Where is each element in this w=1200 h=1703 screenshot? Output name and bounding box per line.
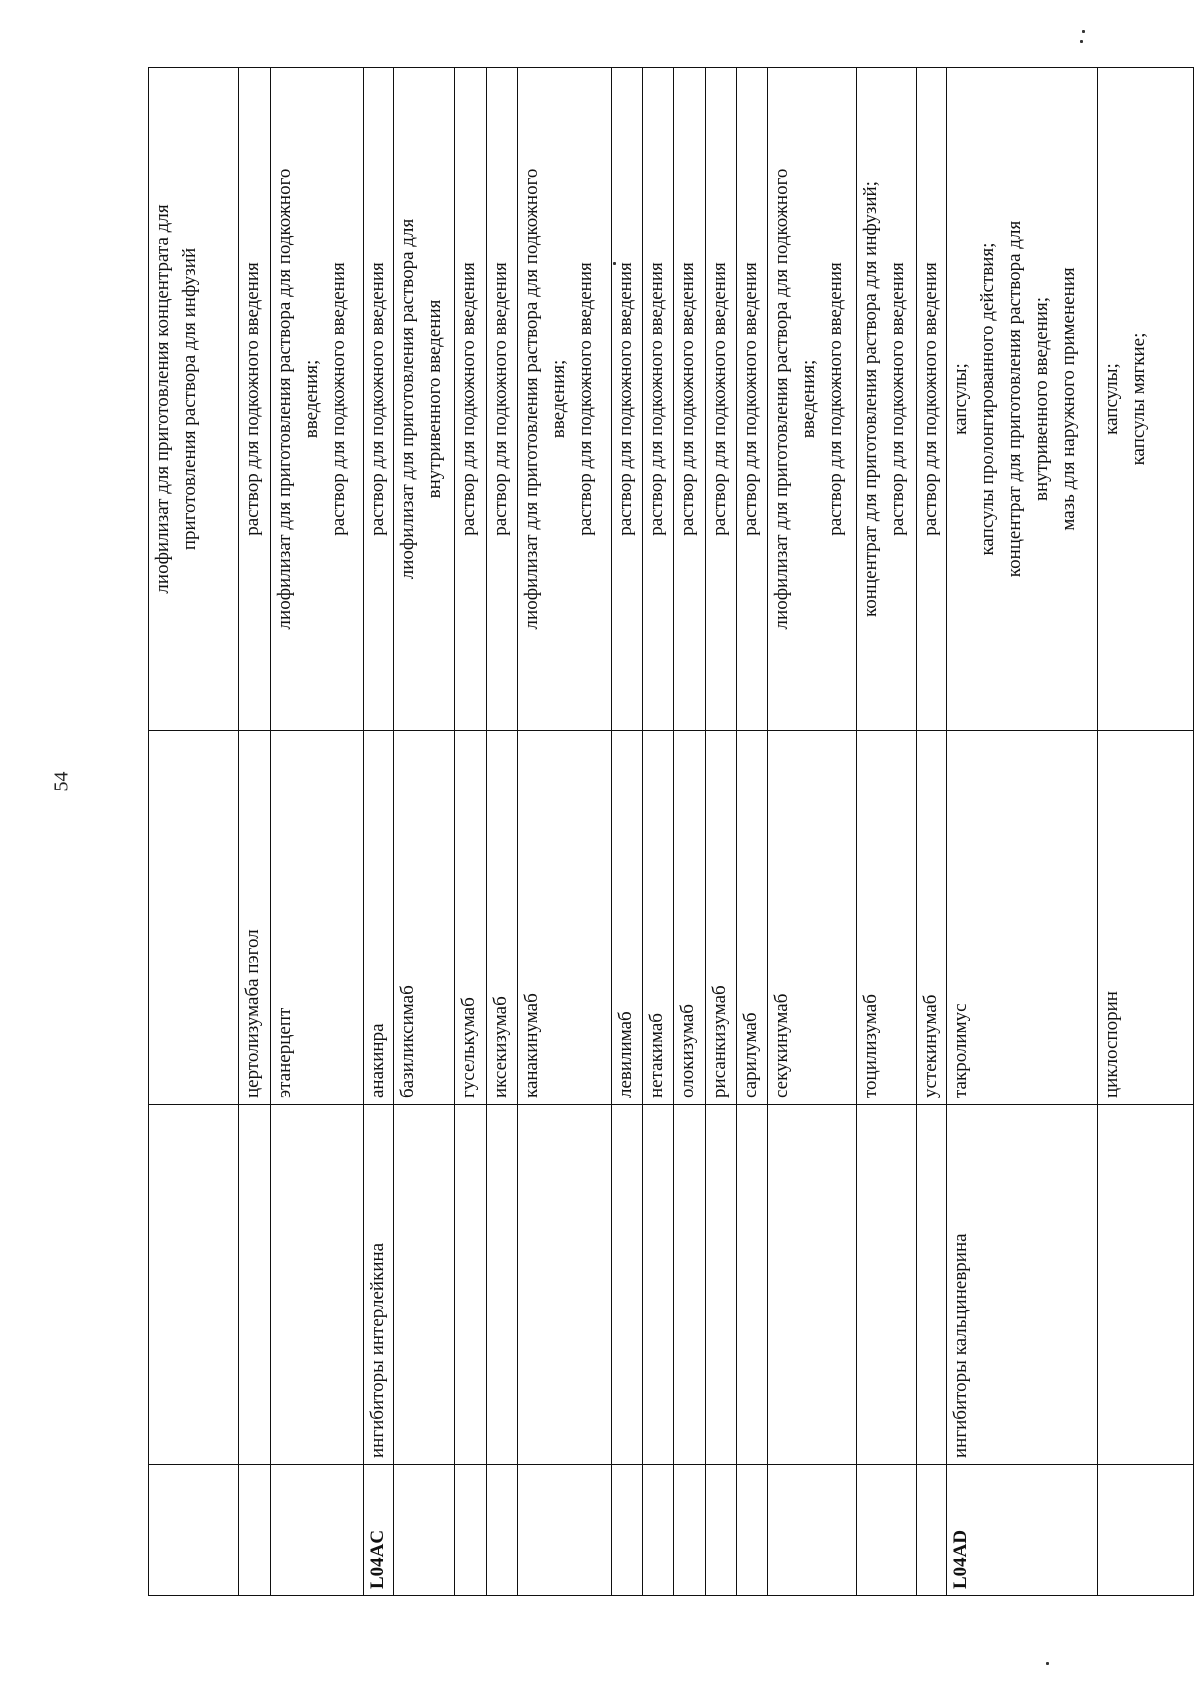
drug-name-cell: гуселькумаб — [455, 731, 486, 1105]
drug-group-cell — [643, 1105, 674, 1465]
dosage-form-line: капсулы; — [949, 363, 971, 435]
dosage-form-line: раствор для подкожного введения — [887, 262, 909, 536]
dosage-form-line: капсулы; — [1101, 363, 1123, 435]
table-row — [455, 68, 486, 1596]
drug-group-cell — [767, 1105, 856, 1465]
drug-name-cell: левилимаб — [612, 731, 643, 1105]
table-row — [946, 68, 1098, 1596]
atc-code-cell — [612, 1465, 643, 1596]
dosage-form-line: введения; — [547, 359, 569, 439]
dosage-form-cell — [857, 68, 916, 731]
scan-speck — [1082, 30, 1085, 33]
dosage-form-line: лиофилизат для приготовления концентрата для — [152, 204, 173, 594]
dosage-form-line: раствор для подкожного введения — [615, 262, 637, 536]
drug-group-cell — [916, 1105, 946, 1465]
drug-group-cell — [394, 1105, 455, 1465]
table-body — [149, 68, 1194, 1596]
dosage-form-cell — [364, 68, 394, 731]
dosage-form-line: введения; — [797, 359, 819, 439]
dosage-form-cell — [394, 68, 455, 731]
table-row — [364, 68, 394, 1596]
atc-code-cell — [736, 1465, 767, 1596]
table-row — [270, 68, 363, 1596]
table-row — [1098, 68, 1194, 1596]
dosage-form-line: лиофилизат для приготовления раствора для подкожного — [273, 168, 295, 630]
table-row — [674, 68, 705, 1596]
drug-name-cell: цертолизумаба пэгол — [239, 731, 270, 1105]
drug-name-cell: сарилумаб — [736, 731, 767, 1105]
drug-group-cell — [239, 1105, 270, 1465]
table-row — [486, 68, 517, 1596]
dosage-form-line: внутривенного введения — [424, 299, 446, 499]
atc-code-cell — [149, 1465, 239, 1596]
dosage-form-line: мазь для наружного применения — [1057, 267, 1079, 531]
drug-group-cell — [270, 1105, 363, 1465]
atc-code-cell — [517, 1465, 611, 1596]
dosage-form-line: внутривенного введения; — [1030, 297, 1052, 502]
atc-code-cell — [1098, 1465, 1194, 1596]
dosage-form-line: раствор для подкожного введения — [677, 262, 699, 536]
atc-code-cell: L04AC — [364, 1465, 394, 1596]
atc-code-cell — [705, 1465, 736, 1596]
table-row — [767, 68, 856, 1596]
dosage-form-line: раствор для подкожного введения — [646, 262, 668, 536]
dosage-form-cell — [149, 68, 239, 731]
drug-name-cell: иксекизумаб — [486, 731, 517, 1105]
table-row — [705, 68, 736, 1596]
atc-code-cell — [643, 1465, 674, 1596]
dosage-form-line: раствор для подкожного введения — [367, 262, 388, 536]
atc-code-cell — [486, 1465, 517, 1596]
atc-code-cell — [270, 1465, 363, 1596]
atc-code-cell — [455, 1465, 486, 1596]
dosage-form-cell — [767, 68, 856, 731]
drug-group-cell — [149, 1105, 239, 1465]
drug-name-cell: анакинра — [364, 731, 394, 1105]
scan-speck — [1046, 1662, 1049, 1665]
page-number: 54 — [50, 771, 73, 792]
dosage-form-line: лиофилизат для приготовления раствора для — [397, 218, 419, 580]
dosage-form-line: раствор для подкожного введения — [242, 262, 264, 536]
drug-name-cell: тоцилизумаб — [857, 731, 916, 1105]
table-row — [149, 68, 239, 1596]
dosage-form-line: капсулы мягкие; — [1128, 332, 1150, 466]
drug-group-cell — [612, 1105, 643, 1465]
table-row — [916, 68, 946, 1596]
table-row — [517, 68, 611, 1596]
dosage-form-line: раствор для подкожного введения — [327, 262, 349, 536]
atc-code-cell — [916, 1465, 946, 1596]
table-row — [612, 68, 643, 1596]
drug-group-cell — [517, 1105, 611, 1465]
dosage-form-cell — [946, 68, 1098, 731]
scan-speck — [1080, 40, 1083, 43]
table-row — [857, 68, 916, 1596]
dosage-form-line: введения; — [300, 359, 322, 439]
atc-code-cell — [394, 1465, 455, 1596]
table-row — [394, 68, 455, 1596]
dosage-form-cell — [1098, 68, 1194, 731]
dosage-form-line: капсулы пролонгированного действия; — [976, 242, 998, 556]
drug-group-cell — [1098, 1105, 1194, 1465]
drug-group-cell — [705, 1105, 736, 1465]
dosage-form-cell — [643, 68, 674, 731]
dosage-form-cell — [270, 68, 363, 731]
dosage-form-line: приготовления раствора для инфузий — [179, 247, 200, 551]
atc-code-cell — [767, 1465, 856, 1596]
dosage-form-line: концентрат для приготовления раствора для инфузий; — [860, 181, 882, 617]
drug-group-cell — [736, 1105, 767, 1465]
dosage-form-line: раствор для подкожного введения — [739, 262, 761, 536]
drug-name-cell: циклоспорин — [1098, 731, 1194, 1105]
table-row — [239, 68, 270, 1596]
dosage-form-line: раствор для подкожного введения — [458, 262, 480, 536]
drug-group-cell: ингибиторы интерлейкина — [364, 1105, 394, 1465]
dosage-form-cell — [517, 68, 611, 731]
drug-name-cell: рисанкизумаб — [705, 731, 736, 1105]
table-row — [643, 68, 674, 1596]
atc-code-cell — [857, 1465, 916, 1596]
atc-code-cell: L04AD — [946, 1465, 1098, 1596]
dosage-form-line: раствор для подкожного введения — [708, 262, 730, 536]
dosage-form-cell — [705, 68, 736, 731]
dosage-form-cell — [916, 68, 946, 731]
drug-table — [148, 67, 1194, 1596]
drug-name-cell: канакинумаб — [517, 731, 611, 1105]
drug-name-cell: такролимус — [946, 731, 1098, 1105]
drug-name-cell: устекинумаб — [916, 731, 946, 1105]
dosage-form-cell — [612, 68, 643, 731]
drug-name-cell: базиликсимаб — [394, 731, 455, 1105]
drug-name-cell: олокизумаб — [674, 731, 705, 1105]
dosage-form-line: раствор для подкожного введения — [574, 262, 596, 536]
dosage-form-line: концентрат для приготовления раствора для — [1003, 220, 1025, 578]
table-row — [736, 68, 767, 1596]
dosage-form-line: лиофилизат для приготовления раствора для подкожного — [770, 168, 792, 630]
drug-group-cell — [674, 1105, 705, 1465]
drug-name-cell: секукинумаб — [767, 731, 856, 1105]
rotated-table-container — [148, 120, 1194, 1596]
dosage-form-line: раствор для подкожного введения — [824, 262, 846, 536]
drug-name-cell: нетакимаб — [643, 731, 674, 1105]
atc-code-cell — [239, 1465, 270, 1596]
dosage-form-line: раствор для подкожного введения — [489, 262, 511, 536]
dosage-form-cell — [455, 68, 486, 731]
dosage-form-line: раствор для подкожного введения — [919, 262, 941, 536]
atc-code-cell — [674, 1465, 705, 1596]
drug-group-cell — [486, 1105, 517, 1465]
dosage-form-cell — [486, 68, 517, 731]
dosage-form-cell — [736, 68, 767, 731]
dosage-form-line: лиофилизат для приготовления раствора для подкожного — [520, 168, 542, 630]
drug-name-cell — [149, 731, 239, 1105]
drug-group-cell: ингибиторы кальциневрина — [946, 1105, 1098, 1465]
drug-group-cell — [857, 1105, 916, 1465]
drug-group-cell — [455, 1105, 486, 1465]
dosage-form-cell — [239, 68, 270, 731]
drug-name-cell: этанерцепт — [270, 731, 363, 1105]
dosage-form-cell — [674, 68, 705, 731]
